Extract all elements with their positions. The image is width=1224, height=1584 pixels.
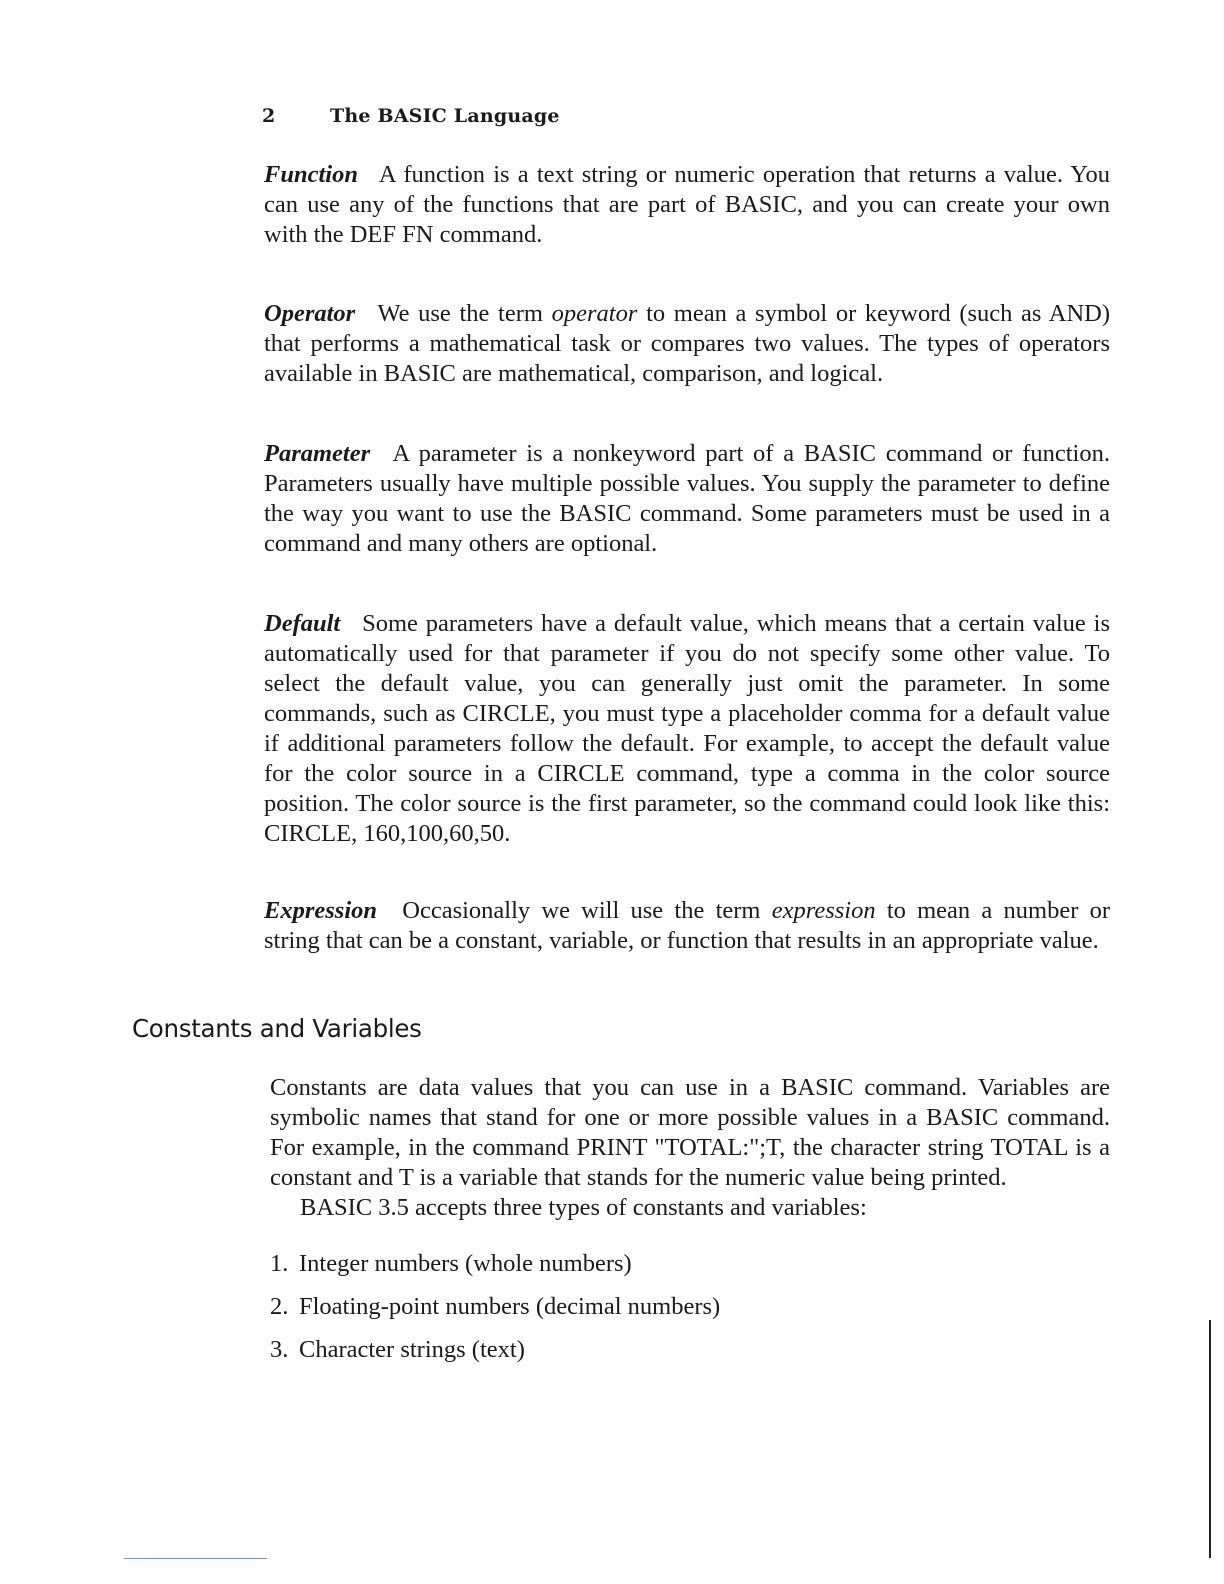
list-item-text: Integer numbers (whole numbers) (299, 1250, 632, 1277)
list-item-number: 3. (270, 1336, 289, 1363)
footer-rule (124, 1558, 267, 1559)
definition-term: Expression (264, 897, 378, 924)
definition-text-after: to mean a number or string that can be a constant, variable, or function that results in an appropriate value. (264, 897, 1110, 954)
definition-text: A function is a text string or numeric operation that returns a value. You can use any of the functions that are part of BASIC, and you can create your own with the DEF FN command. (264, 161, 1111, 248)
list-item (270, 1249, 720, 1292)
scan-edge-line (1209, 1320, 1211, 1558)
definition-emphasis: expression (771, 897, 876, 924)
definition-default (264, 609, 1110, 849)
definition-term: Default (264, 610, 341, 637)
types-list (270, 1249, 720, 1378)
definition-text: Some parameters have a default value, which means that a certain value is automatically used for that parameter if you do not specify some other value. To select the default value, you can generally just omit the parameter. In some commands, such as CIRCLE, you must type a placeholder comma for a default value if additional parameters follow the default. For example, to accept the default value for the color source in a CIRCLE command, type a comma in the color source position. The color source is the first parameter, so the command could look like this: CIRCLE, 160,100,60,50. (264, 610, 1111, 847)
definition-text-before: Occasionally we will use the term (402, 897, 761, 924)
list-item-text: Floating-point numbers (decimal numbers) (299, 1293, 721, 1320)
page-number: 2 (262, 105, 276, 127)
definition-emphasis: operator (551, 300, 638, 327)
definition-term: Operator (264, 300, 356, 327)
definition-expression (264, 896, 1110, 956)
definition-text: A parameter is a nonkeyword part of a BASIC command or function. Parameters usually have multiple possible values. You supply the parameter to define the way you want to use the BASIC command. Some parameters must be used in a command and many others are optional. (264, 440, 1110, 557)
definition-operator (264, 299, 1110, 389)
definition-parameter (264, 439, 1110, 559)
running-header (262, 105, 560, 127)
list-item (270, 1335, 720, 1378)
list-item-number: 1. (270, 1250, 289, 1277)
section-paragraph-2: BASIC 3.5 accepts three types of constants and variables: (300, 1194, 867, 1221)
definition-term: Parameter (264, 440, 371, 467)
section-body (270, 1073, 1110, 1223)
definition-text-before: We use the term (377, 300, 543, 327)
section-heading: Constants and Variables (132, 1014, 422, 1043)
section-paragraph-1: Constants are data values that you can use in a BASIC command. Variables are symbolic names that stand for one or more possible values in a BASIC command. For example, in the command PRINT "TOTAL:";T, the character string TOTAL is a constant and T is a variable that stands for the numeric value being printed. (270, 1074, 1110, 1191)
running-title: The BASIC Language (330, 105, 560, 127)
definition-text-after: to mean a symbol or keyword (such as AND) that performs a mathematical task or compares two values. The types of operators available in BASIC are mathematical, comparison, and logical. (264, 300, 1111, 387)
definition-term: Function (264, 161, 358, 188)
list-item-number: 2. (270, 1293, 289, 1320)
definition-function (264, 160, 1110, 250)
list-item (270, 1292, 720, 1335)
list-item-text: Character strings (text) (299, 1336, 525, 1363)
